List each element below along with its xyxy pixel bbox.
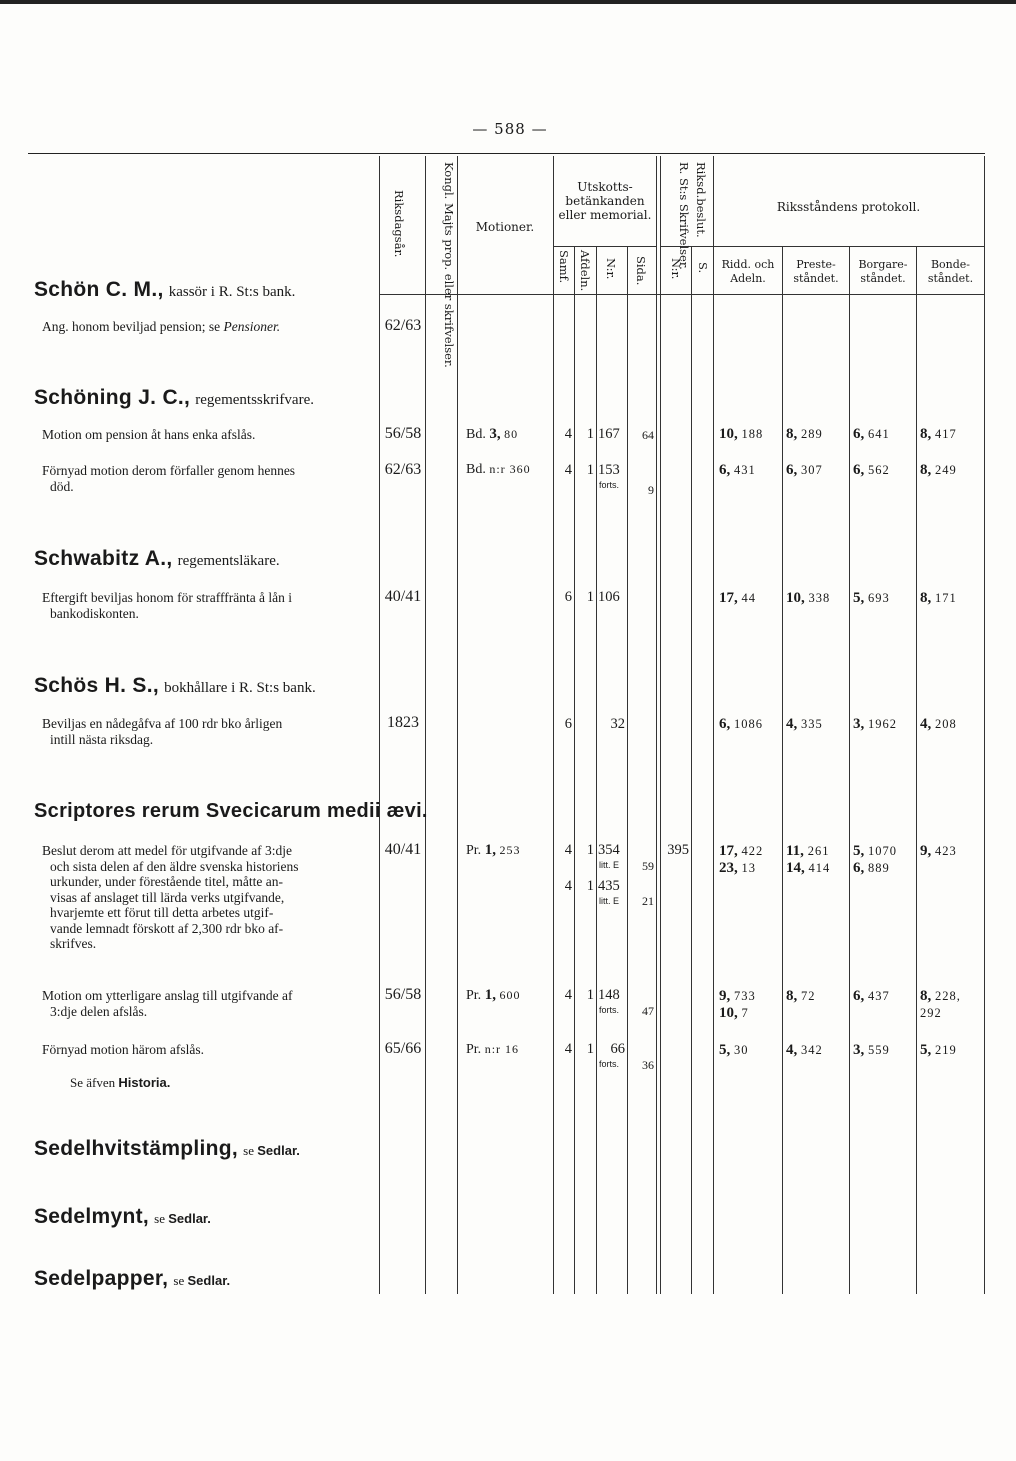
entry-name: Schös H. S., <box>34 674 159 697</box>
header-motioner: Motioner. <box>475 220 535 234</box>
entry-name: Sedelpapper, <box>34 1267 169 1290</box>
cell-borgare: 3, 559 <box>853 1042 890 1058</box>
cell-bonde: 8, 171 <box>920 590 957 606</box>
header-bonde: Bonde- ståndet. <box>927 258 974 285</box>
cell-ridd: 23, 13 <box>719 860 756 876</box>
col-line <box>782 246 783 1294</box>
cell-nr-note: litt. E <box>599 860 620 870</box>
header-samf: Samf. <box>557 250 571 284</box>
row-year: 1823 <box>387 714 419 731</box>
cell-bonde: 292 <box>920 1006 942 1020</box>
cell-samf: 6 <box>564 589 572 605</box>
row-text: Beslut derom att medel för utgifvande af 3:dje och sista delen af den äldre svenska historiens urkunder, under förestående titel, måtte an- visas af anslaget till lärda verks utgifvande, hvarjemte ett förut till detta arbetes utgif- vande lemnadt förskott af 2,300 rdr bko af- skrifves. <box>42 843 299 951</box>
cell-ridd: 10, 7 <box>719 1005 749 1021</box>
col-line <box>596 246 597 1294</box>
cell-bonde: 5, 219 <box>920 1042 957 1058</box>
row-motion: Pr. n:r 16 <box>466 1042 520 1057</box>
entry-name: Sedelmynt, <box>34 1205 150 1228</box>
col-line <box>627 246 628 1294</box>
header-protokoll: Riksståndens protokoll. <box>776 200 921 214</box>
cell-samf: 4 <box>564 462 572 478</box>
cell-ridd: 6, 431 <box>719 462 756 478</box>
entry-heading <box>34 386 314 410</box>
cell-nr-note: forts. <box>599 1005 620 1015</box>
header-borgare: Borgare- ståndet. <box>858 258 908 285</box>
cell-nr: 435 <box>598 878 620 894</box>
entry-heading: Sedelmynt, se Sedlar. <box>34 1205 211 1228</box>
row-year: 40/41 <box>384 841 422 858</box>
entry-name: Scriptores rerum Svecicarum medii ævi. <box>34 800 428 822</box>
header-rst-skrifvelser: R. St:s Skrifvelser. <box>677 162 691 270</box>
row-text: Förnyad motion derom förfaller genom hennes död. <box>42 463 296 494</box>
cell-afdeln: 1 <box>586 462 594 478</box>
cell-nr: 66 <box>610 1041 625 1057</box>
row-year: 62/63 <box>384 317 422 334</box>
top-rule <box>0 0 1016 4</box>
col-line <box>656 156 657 1294</box>
row-text: Förnyad motion härom afslås. <box>42 1042 204 1057</box>
row-text: Eftergift beviljas honom för strafffränta å lån i bankodiskonten. <box>42 590 293 621</box>
row-year: 56/58 <box>384 986 422 1003</box>
cell-preste: 4, 342 <box>786 1042 823 1058</box>
header-bottom-rule <box>379 294 984 295</box>
entry-heading <box>34 547 280 571</box>
cell-bonde: 8, 228, <box>920 988 961 1004</box>
header-utskotts: Utskotts- betänkanden eller memorial. <box>558 180 652 222</box>
cell-sida: 64 <box>642 428 654 442</box>
cross-reference: Pensioner. <box>223 319 281 334</box>
entry-ref: Sedlar. <box>257 1143 300 1158</box>
entry-name: Schöning J. C., <box>34 386 191 409</box>
entry-desc: regementsskrifvare. <box>195 392 314 408</box>
cell-sida: 47 <box>642 1004 654 1018</box>
cell-preste: 10, 338 <box>786 590 831 606</box>
col-line <box>574 246 575 1294</box>
row-text: Ang. honom beviljad pension; se Pensioner. <box>42 319 281 334</box>
header-rst-nr: N:r. <box>669 258 683 280</box>
cell-afdeln: 1 <box>586 589 594 605</box>
cell-afdeln: 1 <box>586 842 594 858</box>
cell-nr: 148 <box>598 987 620 1003</box>
cell-samf: 4 <box>564 987 572 1003</box>
cell-bonde: 8, 417 <box>920 426 957 442</box>
sub-rule <box>553 246 656 247</box>
row-year: 65/66 <box>384 1040 422 1057</box>
entry-name: Sedelhvitstämpling, <box>34 1137 239 1160</box>
cell-nr: 106 <box>598 589 620 605</box>
col-line <box>984 156 985 1294</box>
table-top-rule <box>28 153 985 154</box>
entry-desc: kassör i R. St:s bank. <box>168 284 296 300</box>
cell-nr: 153 <box>598 462 620 478</box>
cell-preste: 4, 335 <box>786 716 823 732</box>
col-line <box>660 156 661 1294</box>
cell-ridd: 9, 733 <box>719 988 756 1004</box>
cell-nr: 354 <box>598 842 620 858</box>
cell-afdeln: 1 <box>586 426 594 442</box>
row-motion: Bd. 3, 80 <box>466 426 519 442</box>
sub-rule <box>713 246 984 247</box>
cell-ridd: 5, 30 <box>719 1042 749 1058</box>
see-also: Se äfven Historia. <box>70 1075 171 1090</box>
cell-bonde: 9, 423 <box>920 843 957 859</box>
cell-borgare: 5, 693 <box>853 590 890 606</box>
cell-borgare: 3, 1962 <box>853 716 897 732</box>
entry-heading: Sedelpapper, se Sedlar. <box>34 1267 231 1290</box>
entry-heading <box>34 800 428 823</box>
entry-heading <box>34 674 316 698</box>
header-riksd-beslut: Riksd.beslut. <box>694 162 708 238</box>
cell-afdeln: 1 <box>586 878 594 894</box>
row-text: Motion om pension åt hans enka afslås. <box>42 427 256 442</box>
cell-preste: 6, 307 <box>786 462 823 478</box>
header-sida: Sida. <box>634 256 648 286</box>
entry-ref: Sedlar. <box>168 1211 211 1226</box>
entry-desc: bokhållare i R. St:s bank. <box>164 680 316 696</box>
cell-nr-note: litt. E <box>599 896 620 906</box>
cell-sida: 9 <box>648 483 654 497</box>
cell-ridd: 10, 188 <box>719 426 764 442</box>
cell-samf: 4 <box>564 878 572 894</box>
header-kongl: Kongl. Majts prop. eller skrifvelser. <box>442 162 456 368</box>
cell-borgare: 6, 641 <box>853 426 890 442</box>
row-year: 56/58 <box>384 425 422 442</box>
cell-samf: 4 <box>564 426 572 442</box>
cell-sida: 36 <box>642 1058 654 1072</box>
see-also-ref: Historia. <box>118 1075 171 1090</box>
header-afdeln: Afdeln. <box>578 250 592 292</box>
row-text: Motion om ytterligare anslag till utgifvande af 3:dje delen afslås. <box>42 988 293 1019</box>
entry-ref: Sedlar. <box>187 1273 231 1288</box>
cell-preste: 14, 414 <box>786 860 831 876</box>
header-riksdagsar: Riksdagsår. <box>392 190 406 258</box>
col-line <box>457 156 458 1294</box>
cell-bonde: 8, 249 <box>920 462 957 478</box>
cell-preste: 11, 261 <box>786 843 830 859</box>
entry-heading: Sedelhvitstämpling, se Sedlar. <box>34 1137 300 1160</box>
cell-sida: 59 <box>642 859 654 873</box>
header-nr: N:r. <box>604 258 618 280</box>
header-riksd-s: S. <box>696 262 710 274</box>
cell-afdeln: 1 <box>586 987 594 1003</box>
col-line <box>713 156 714 1294</box>
row-year: 62/63 <box>384 461 422 478</box>
entry-desc: regementsläkare. <box>177 553 280 569</box>
cell-samf: 4 <box>564 1041 572 1057</box>
entry-name: Schön C. M., <box>34 278 164 301</box>
col-line <box>425 156 426 1294</box>
cell-nr: 32 <box>610 716 625 732</box>
cell-bonde: 4, 208 <box>920 716 957 732</box>
cell-borgare: 6, 437 <box>853 988 890 1004</box>
row-year: 40/41 <box>384 588 422 605</box>
row-text: Beviljas en nådegåfva af 100 rdr bko årligen intill nästa riksdag. <box>42 716 283 747</box>
row-motion: Pr. 1, 253 <box>466 842 521 858</box>
cell-preste: 8, 289 <box>786 426 823 442</box>
header-preste: Preste- ståndet. <box>793 258 839 285</box>
cell-ridd: 6, 1086 <box>719 716 763 732</box>
cell-nr-note: forts. <box>599 480 620 490</box>
cell-borgare: 6, 889 <box>853 860 890 876</box>
entry-heading <box>34 278 295 302</box>
cell-borgare: 5, 1070 <box>853 843 897 859</box>
col-line <box>849 246 850 1294</box>
header-ridd: Ridd. och Adeln. <box>721 258 775 285</box>
cell-afdeln: 1 <box>586 1041 594 1057</box>
cell-nr: 167 <box>598 426 620 442</box>
row-motion: Bd. n:r 360 <box>466 462 531 477</box>
cell-rst-nr: 395 <box>667 842 689 858</box>
col-line <box>691 246 692 1294</box>
cell-nr-note: forts. <box>599 1059 620 1069</box>
col-line <box>916 246 917 1294</box>
row-motion: Pr. 1, 600 <box>466 987 521 1003</box>
cell-ridd: 17, 422 <box>719 843 764 859</box>
page-number: — 588 — <box>472 120 548 138</box>
cell-preste: 8, 72 <box>786 988 816 1004</box>
cell-samf: 6 <box>564 716 572 732</box>
cell-ridd: 17, 44 <box>719 590 756 606</box>
cell-sida: 21 <box>642 894 654 908</box>
cell-samf: 4 <box>564 842 572 858</box>
cell-borgare: 6, 562 <box>853 462 890 478</box>
entry-name: Schwabitz A., <box>34 547 173 570</box>
col-line <box>379 156 380 1294</box>
